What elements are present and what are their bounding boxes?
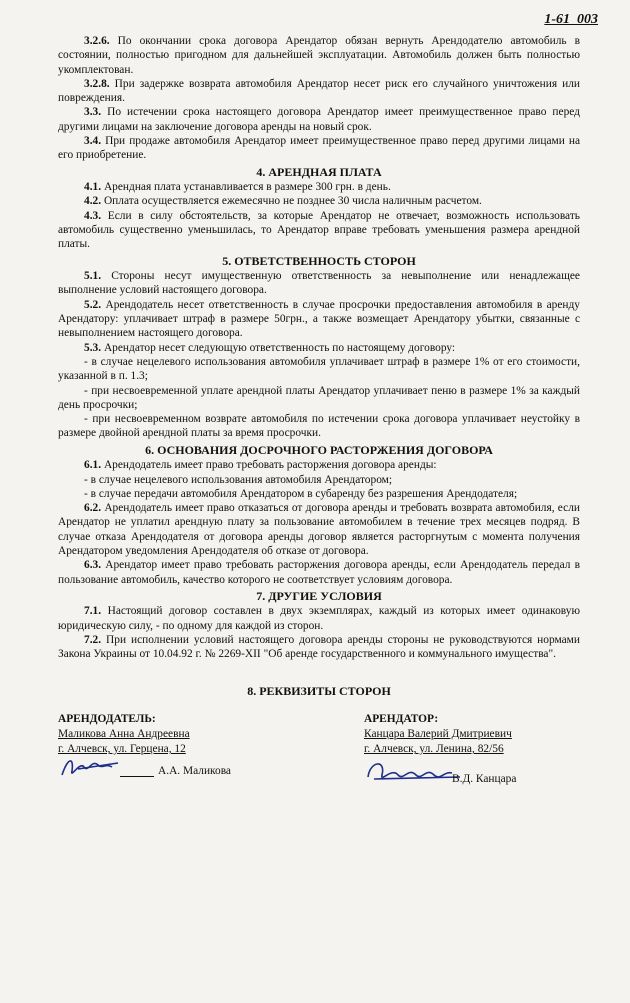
clause-text: - в случае нецелевого использования автомобиля Арендатором;: [84, 473, 393, 486]
lessee-role: АРЕНДАТОР:: [364, 713, 439, 726]
clause-subitem: [58, 355, 580, 384]
clause-text: Арендатор несет следующую ответственность по настоящему договору:: [103, 341, 456, 354]
clause-number: 5.1.: [84, 270, 102, 283]
clause-text: При исполнении условий настоящего договора аренды стороны не руководствуются нормами Закона Украины от 10.04.92 г. № 2269-XII "Об аренде государственного и коммунального имущества".: [58, 633, 580, 661]
lessee-name: Канцара Валерий Дмитриевич: [364, 728, 512, 741]
clause-text: Если в силу обстоятельств, за которые Арендатор не отвечает, возможность использовать автомобиль существенно уменьшилась, то Арендатор вправе требовать уменьшения размера арендной платы.: [58, 209, 580, 251]
clause-text: При задержке возврата автомобиля Арендатор несет риск его случайного уничтожения или повреждения.: [58, 77, 580, 105]
clause-text: Оплата осуществляется ежемесячно не позднее 30 числа наличным расчетом.: [103, 195, 482, 208]
clause-paragraph: [58, 77, 580, 106]
clause-text: Настоящий договор составлен в двух экземплярах, каждый из которых имеет одинаковую юридическую силу, - по одному для каждой из сторон.: [58, 605, 580, 632]
lessor-signature-line: [58, 759, 308, 781]
clause-paragraph: [58, 458, 580, 472]
lessee-signature-name: В.Д. Канцара: [452, 773, 517, 786]
clause-text: По окончании срока договора Арендатор обязан вернуть Арендодателю автомобиль в состоянии, полностью пригодном для дальнейшей эксплуатации. Автомобиль должен быть полностью укомплектован.: [58, 35, 580, 76]
clause-number: 7.2.: [84, 633, 102, 646]
lessor-name: Маликова Анна Андреевна: [58, 728, 190, 741]
clause-number: 6.3.: [84, 559, 102, 572]
lessee-signature-line: [364, 759, 594, 789]
clause-paragraph: [58, 298, 580, 341]
section-heading: 4. АРЕНДНАЯ ПЛАТА: [256, 164, 382, 179]
clause-number: 4.3.: [84, 209, 102, 222]
clause-paragraph: [58, 194, 580, 208]
clause-text: Стороны несут имущественную ответственность за невыполнение или ненадлежащее выполнение условий настоящего договора.: [58, 270, 580, 297]
clause-text: При продаже автомобиля Арендатор имеет преимущественное право перед другими лицами на его приобретение.: [58, 135, 581, 162]
clause-paragraph: [58, 558, 580, 587]
clause-number: 3.2.6.: [84, 35, 110, 47]
clause-text: Арендатор имеет право требовать расторжения договора аренды, если Арендодатель передал в пользование автомобиль, качество которого не соответствует условиям договора.: [58, 559, 580, 586]
clause-paragraph: [58, 501, 580, 558]
clause-subitem: [58, 487, 580, 501]
section-heading: 5. ОТВЕТСТВЕННОСТЬ СТОРОН: [222, 253, 416, 268]
clause-paragraph: [58, 180, 580, 194]
document-body: [58, 34, 580, 822]
parties-requisites: [58, 712, 580, 822]
clause-paragraph: [58, 269, 580, 298]
section-heading: 7. ДРУГИЕ УСЛОВИЯ: [256, 588, 382, 603]
lessor-signature-name: А.А. Маликова: [158, 765, 231, 778]
contract-clauses: [58, 34, 580, 662]
clause-number: 7.1.: [84, 605, 102, 618]
clause-text: Арендная плата устанавливается в размере 300 грн. в день.: [103, 181, 391, 194]
clause-text: Арендодатель имеет право отказаться от договора аренды и требовать возврата автомобиля, если Арендатор не уплатил арендную плату за пользование автомобилем в течение трех месяцев подряд. В случае отказа Арендодателя от договора аренды договор является расторгнутым с момента получения Арендатором уведомления Арендодателя об отказе от договора.: [58, 502, 580, 557]
clause-text: По истечении срока настоящего договора Арендатор имеет преимущественное право перед другими лицами на заключение договора аренды на новый срок.: [58, 106, 580, 133]
lessee-address: г. Алчевск, ул. Ленина, 82/56: [364, 743, 504, 756]
clause-number: 3.3.: [84, 106, 102, 119]
clause-paragraph: [58, 341, 580, 355]
clause-text: - при несвоевременном возврате автомобиля по истечении срока договора уплачивает неустойку в размере двойной арендной платы за время просрочки.: [58, 413, 580, 440]
lessee-block: [364, 712, 594, 789]
clause-subitem: [58, 412, 580, 441]
clause-paragraph: [58, 105, 580, 134]
lessor-block: [58, 712, 308, 781]
clause-number: 3.2.8.: [84, 77, 110, 90]
lessee-signature-icon: [364, 753, 464, 789]
clause-paragraph: [58, 633, 580, 662]
clause-text: Арендодатель несет ответственность в случае просрочки предоставления автомобиля в аренду Арендатору: уплачивает штраф в размере 50грн., а также возмещает Арендатору убытки, связанные с невыполнением настоящего договора.: [58, 298, 580, 340]
clause-paragraph: [58, 34, 580, 77]
clause-text: - при несвоевременной уплате арендной платы Арендатор уплачивает пеню в размере 1% за каждый день просрочки;: [58, 384, 580, 411]
clause-number: 3.4.: [84, 135, 102, 148]
clause-text: Арендодатель имеет право требовать расторжения договора аренды:: [103, 459, 437, 472]
clause-number: 5.2.: [84, 298, 102, 311]
lessor-address: г. Алчевск, ул. Герцена, 12: [58, 743, 186, 756]
lessor-signature-underline: [120, 776, 154, 777]
document-id: 1-61_003: [544, 12, 598, 27]
clause-paragraph: [58, 604, 580, 633]
clause-number: 4.2.: [84, 195, 102, 208]
clause-number: 4.1.: [84, 181, 102, 194]
clause-subitem: [58, 384, 580, 413]
clause-text: - в случае передачи автомобиля Арендатором в субаренду без разрешения Арендодателя;: [84, 487, 518, 500]
section-heading: 6. ОСНОВАНИЯ ДОСРОЧНОГО РАСТОРЖЕНИЯ ДОГОВОРА: [145, 442, 493, 457]
requisites-heading: 8. РЕКВИЗИТЫ СТОРОН: [247, 683, 391, 698]
lessor-role: АРЕНДОДАТЕЛЬ:: [58, 713, 156, 726]
clause-paragraph: [58, 209, 580, 252]
clause-subitem: [58, 473, 580, 487]
clause-text: - в случае нецелевого использования автомобиля уплачивает штраф в размере 1% от его стоимости, указанной в п. 1.3;: [58, 355, 580, 383]
lessor-signature-icon: [58, 753, 128, 783]
clause-paragraph: [58, 134, 580, 163]
clause-number: 6.1.: [84, 459, 102, 472]
clause-number: 5.3.: [84, 341, 102, 354]
clause-number: 6.2.: [84, 502, 102, 515]
